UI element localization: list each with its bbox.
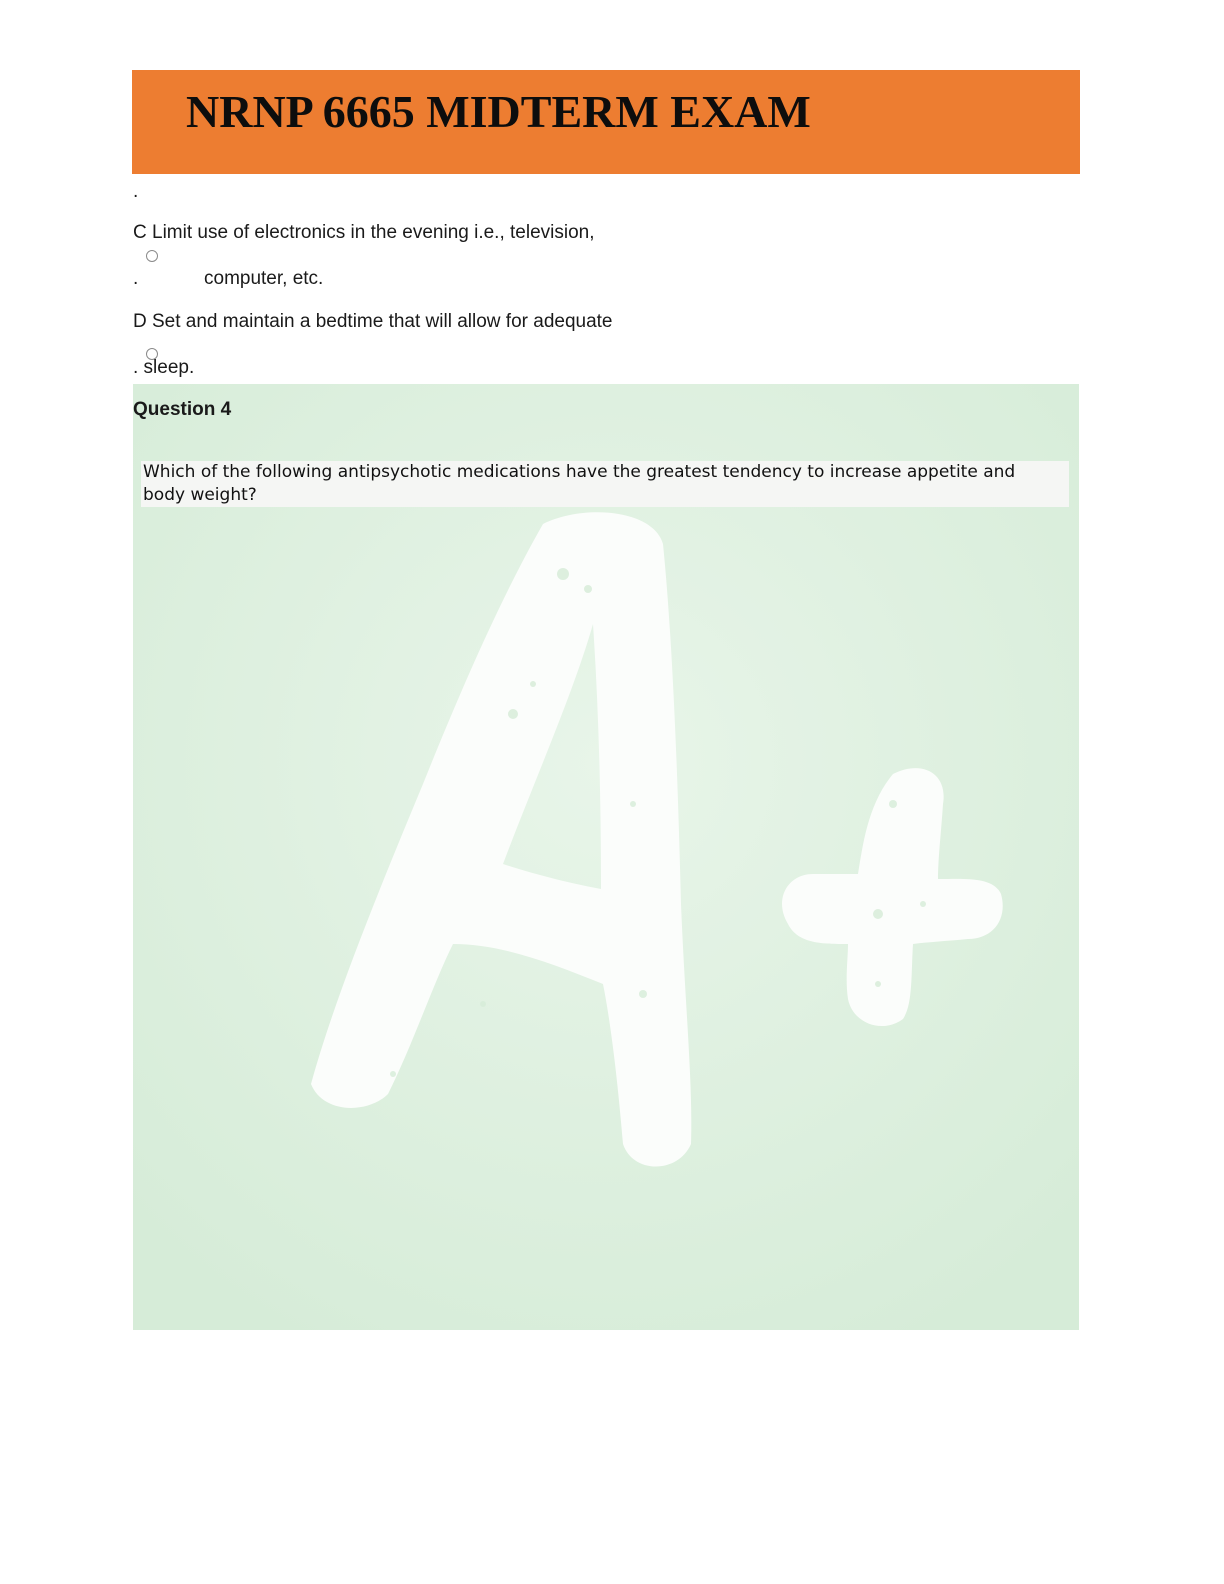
header-banner xyxy=(132,70,1080,174)
a-plus-grade-icon xyxy=(133,384,1079,1330)
option-c-continuation: computer, etc. xyxy=(204,268,324,289)
option-d-text: D Set and maintain a bedtime that will allow for adequate xyxy=(133,311,613,332)
option-d-continuation: . sleep. xyxy=(133,357,195,378)
option-c-text: C Limit use of electronics in the evening i.e., television, xyxy=(133,222,595,243)
question-text: Which of the following antipsychotic medications have the greatest tendency to increase appetite and body weight? xyxy=(143,462,1016,505)
option-c-prefix: . xyxy=(133,268,139,289)
stray-dot: . xyxy=(133,181,139,202)
watermark-background xyxy=(133,384,1079,1330)
option-c-radio[interactable] xyxy=(146,250,158,262)
question-label: Question 4 xyxy=(133,399,232,420)
question-box xyxy=(141,461,1069,507)
page-title: NRNP 6665 MIDTERM EXAM xyxy=(186,86,811,137)
